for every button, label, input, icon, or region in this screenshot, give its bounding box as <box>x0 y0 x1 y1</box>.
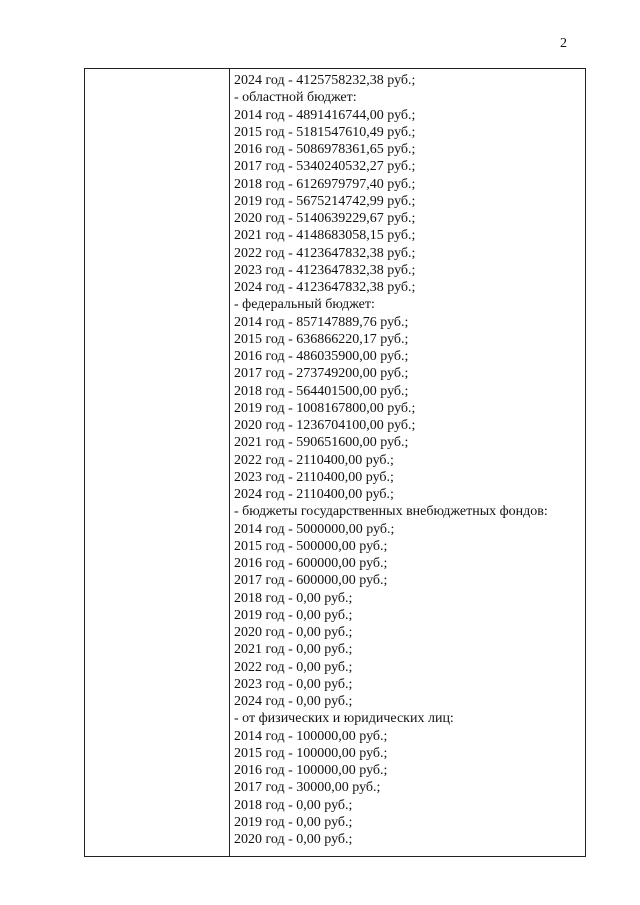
funding-line: 2022 год - 2110400,00 руб.; <box>234 452 394 468</box>
funding-line: 2016 год - 600000,00 руб.; <box>234 556 388 571</box>
table-right-cell <box>234 72 581 856</box>
funding-line: 2024 год - 2110400,00 руб.; <box>234 487 394 502</box>
funding-line: 2018 год - 0,00 руб.; <box>234 590 353 606</box>
funding-line: 2015 год - 500000,00 руб.; <box>234 538 388 554</box>
funding-line: 2023 год - 4123647832,38 руб.; <box>234 262 416 278</box>
funding-line: 2015 год - 100000,00 руб.; <box>234 745 388 761</box>
funding-line: 2015 год - 5181547610,49 руб.; <box>234 124 416 140</box>
funding-line: 2022 год - 4123647832,38 руб.; <box>234 245 416 261</box>
funding-line: 2017 год - 600000,00 руб.; <box>234 573 388 589</box>
table-left-cell <box>85 69 229 856</box>
funding-line: 2016 год - 5086978361,65 руб.; <box>234 142 416 157</box>
funding-line: 2024 год - 0,00 руб.; <box>234 694 353 709</box>
funding-line: 2014 год - 4891416744,00 руб.; <box>234 107 416 123</box>
funding-line: 2019 год - 1008167800,00 руб.; <box>234 400 416 416</box>
funding-line: 2022 год - 0,00 руб.; <box>234 659 353 675</box>
funding-line: 2024 год - 4125758232,38 руб.; <box>234 73 416 88</box>
funding-line: 2019 год - 0,00 руб.; <box>234 814 353 830</box>
funding-line: 2021 год - 0,00 руб.; <box>234 642 353 658</box>
funding-line: 2018 год - 6126979797,40 руб.; <box>234 176 416 192</box>
funding-table <box>84 68 586 857</box>
funding-line: 2021 год - 4148683058,15 руб.; <box>234 228 416 244</box>
funding-line: 2018 год - 564401500,00 руб.; <box>234 383 409 399</box>
section-heading: - от физических и юридических лиц: <box>234 711 454 727</box>
funding-line: 2021 год - 590651600,00 руб.; <box>234 435 409 451</box>
funding-line: 2019 год - 5675214742,99 руб.; <box>234 193 416 209</box>
funding-line: 2017 год - 30000,00 руб.; <box>234 780 381 796</box>
section-heading: - бюджеты государственных внебюджетных фондов: <box>234 504 548 520</box>
funding-line: 2020 год - 0,00 руб.; <box>234 832 353 847</box>
funding-line: 2016 год - 486035900,00 руб.; <box>234 349 409 364</box>
section-heading: - федеральный бюджет: <box>234 297 375 313</box>
page-number: 2 <box>560 36 567 51</box>
funding-line: 2023 год - 0,00 руб.; <box>234 676 353 692</box>
funding-line: 2014 год - 100000,00 руб.; <box>234 728 388 744</box>
funding-line: 2020 год - 0,00 руб.; <box>234 625 353 640</box>
funding-line: 2015 год - 636866220,17 руб.; <box>234 331 409 347</box>
section-heading: - областной бюджет: <box>234 90 357 106</box>
funding-line: 2019 год - 0,00 руб.; <box>234 607 353 623</box>
funding-line: 2014 год - 857147889,76 руб.; <box>234 314 409 330</box>
funding-line: 2020 год - 1236704100,00 руб.; <box>234 418 416 433</box>
funding-line: 2017 год - 273749200,00 руб.; <box>234 366 409 382</box>
funding-line: 2017 год - 5340240532,27 руб.; <box>234 159 416 175</box>
funding-line: 2018 год - 0,00 руб.; <box>234 797 353 813</box>
funding-line: 2023 год - 2110400,00 руб.; <box>234 469 394 485</box>
funding-line: 2014 год - 5000000,00 руб.; <box>234 521 395 537</box>
funding-line: 2024 год - 4123647832,38 руб.; <box>234 280 416 295</box>
funding-line: 2016 год - 100000,00 руб.; <box>234 763 388 778</box>
column-divider <box>229 69 230 856</box>
funding-line: 2020 год - 5140639229,67 руб.; <box>234 211 416 226</box>
